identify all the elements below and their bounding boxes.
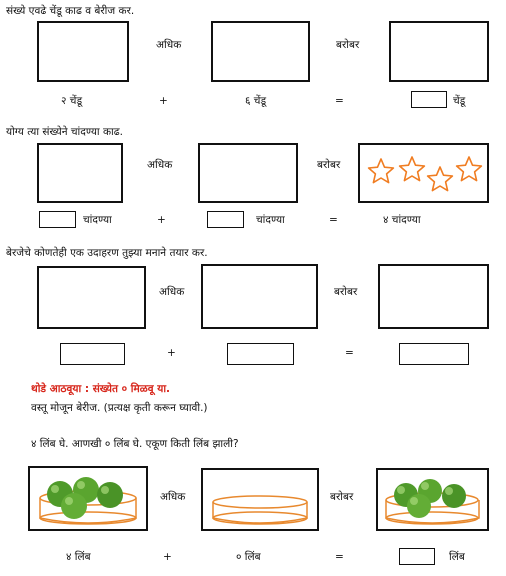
plus-sign: + [167,347,176,359]
operator-more-label: अधिक [147,159,173,171]
equation-right-term: ० लिंब [236,551,261,563]
equals-sign: = [329,214,338,226]
answer-input-box[interactable] [411,91,447,108]
operator-more-label: अधिक [160,491,186,503]
section4-question: ४ लिंब घे. आणखी ० लिंब घे. एकूण किती लिंब झाली? [31,438,239,450]
star-icon [400,157,425,181]
answer-input-box[interactable] [399,548,435,565]
plus-sign: + [157,214,166,226]
star-icon [457,157,482,181]
draw-box-left[interactable] [37,21,129,82]
section1-instruction: संख्ये एवढे चेंडू काढ व बेरीज कर. [6,5,135,17]
empty-basket-box [201,468,319,531]
draw-box-middle[interactable] [211,21,310,82]
equals-sign: = [335,95,344,107]
plus-sign: + [163,551,172,563]
lime-icon [407,494,431,518]
equation-left-term: ४ लिंब [66,551,91,563]
note-title: थोडे आठवूया : संख्येत ० मिळवू या. [31,383,171,395]
draw-box-left[interactable] [37,266,146,329]
star-icon [428,167,453,191]
draw-box-left[interactable] [37,143,123,203]
answer-unit-label: चेंडू [453,95,466,107]
draw-box-middle[interactable] [198,143,298,203]
section3-instruction: बेरजेचे कोणतेही एक उदाहरण तुझ्या मनाने तयार कर. [6,247,208,259]
stars-box [358,143,489,203]
equals-sign: = [335,551,344,563]
limes-basket-result-box [376,468,489,531]
answer-input-box-right[interactable] [207,211,244,228]
equation-right-term: ६ चेंडू [245,95,267,107]
limes-basket-box [28,466,148,531]
equation-left-term: २ चेंडू [61,95,83,107]
unit-right-label: चांदण्या [256,214,285,226]
draw-box-result[interactable] [378,264,489,329]
operator-equal-label: बरोबर [330,491,354,503]
note-subtitle: वस्तू मोजून बेरीज. (प्रत्यक्ष कृती करून घ्यावी.) [31,402,208,414]
result-label: ४ चांदण्या [383,214,421,226]
answer-input-box-left[interactable] [60,343,125,365]
lime-icon [97,482,123,508]
operator-equal-label: बरोबर [334,286,358,298]
operator-more-label: अधिक [159,286,185,298]
equals-sign: = [345,347,354,359]
answer-unit-label: लिंब [449,551,465,563]
unit-left-label: चांदण्या [83,214,112,226]
star-icon [369,159,394,183]
operator-equal-label: बरोबर [336,39,360,51]
lime-icon [442,484,466,508]
draw-box-middle[interactable] [201,264,318,329]
answer-input-box-middle[interactable] [227,343,294,365]
plus-sign: + [159,95,168,107]
section2-instruction: योग्य त्या संख्येने चांदण्या काढ. [6,126,124,138]
answer-input-box-left[interactable] [39,211,76,228]
operator-more-label: अधिक [156,39,182,51]
operator-equal-label: बरोबर [317,159,341,171]
lime-icon [61,493,87,519]
answer-input-box-result[interactable] [399,343,469,365]
draw-box-result[interactable] [389,21,489,82]
